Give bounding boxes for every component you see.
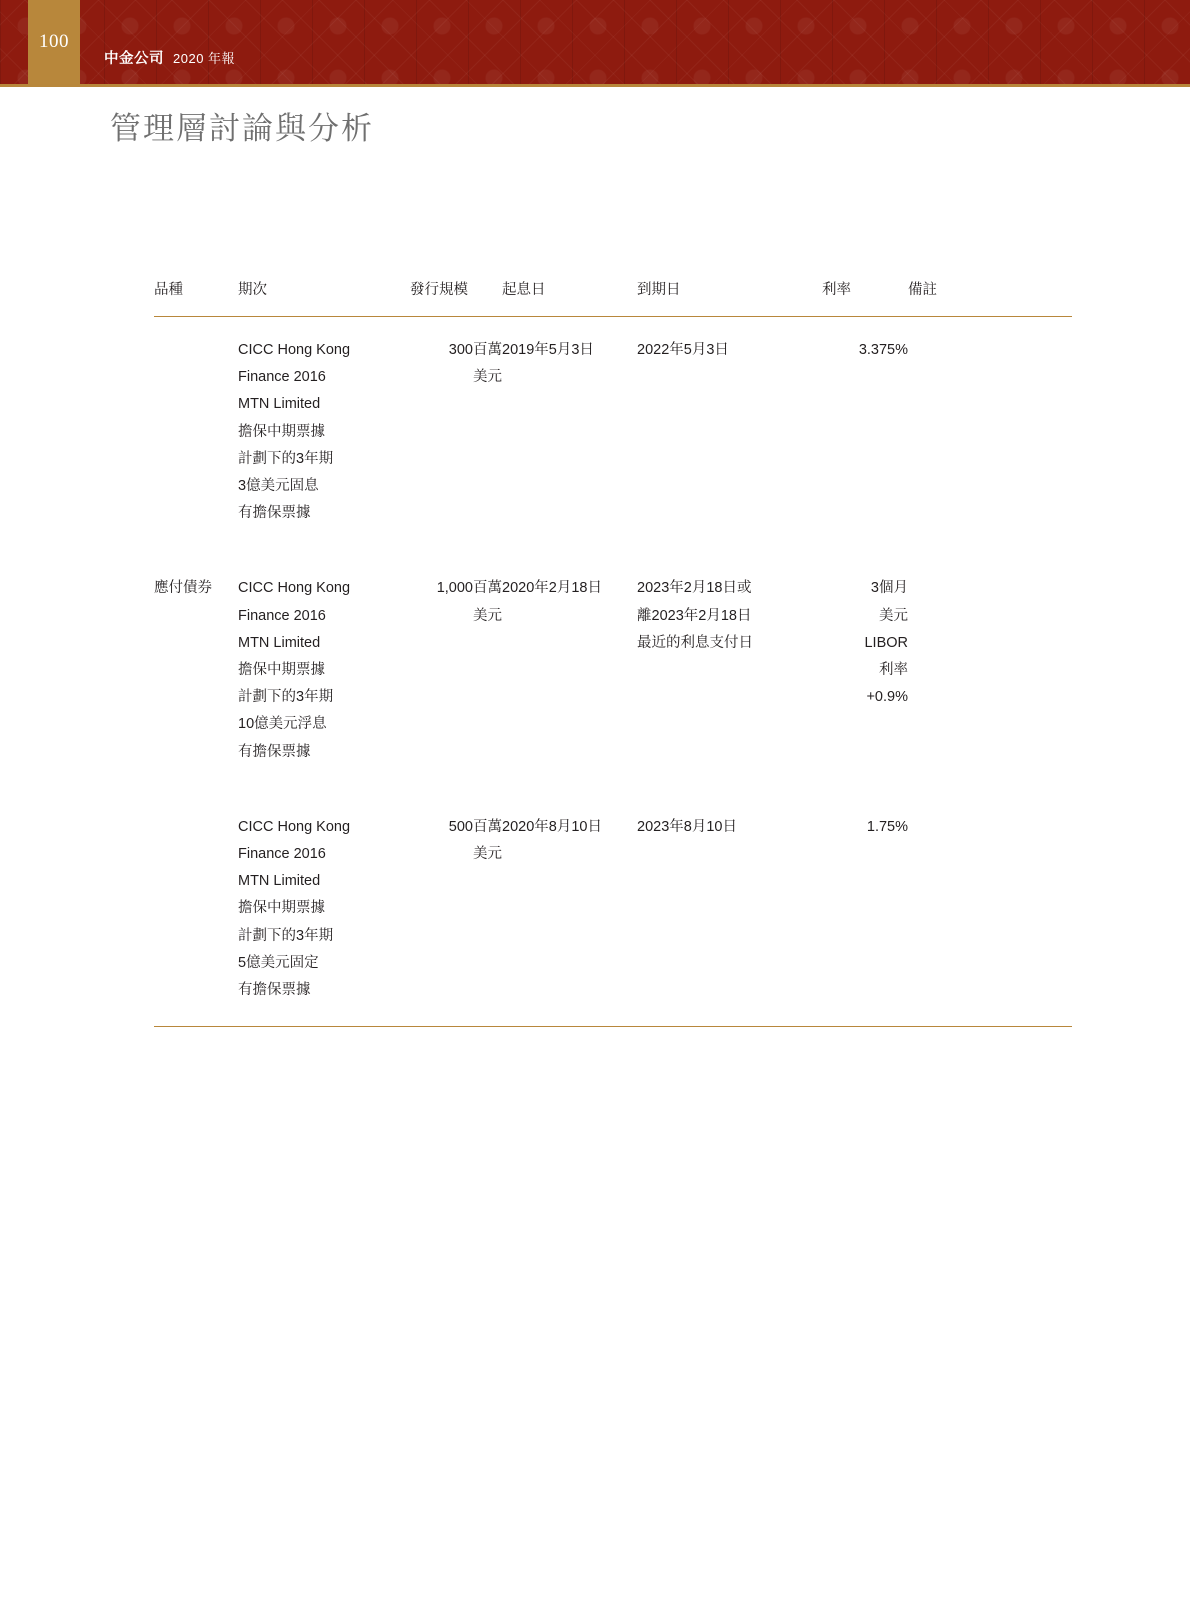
column-header-issue: 期次 xyxy=(238,278,410,317)
table-row xyxy=(154,794,1072,1027)
column-header-start: 起息日 xyxy=(502,278,637,317)
cell-maturity-date xyxy=(637,317,822,556)
issue-line: 擔保中期票據 xyxy=(238,423,325,440)
start-date-line: 2019年5月3日 xyxy=(502,342,594,358)
cell-issue xyxy=(238,555,410,793)
rate-line: +0.9% xyxy=(866,689,908,706)
page-header-bar xyxy=(0,0,1190,86)
maturity-date-line: 2023年2月18日或 xyxy=(637,580,752,597)
maturity-date-line: 2022年5月3日 xyxy=(637,342,729,358)
issue-line: 擔保中期票據 xyxy=(238,662,325,679)
header-gold-rule xyxy=(0,84,1190,87)
rate-line: 3個月 xyxy=(870,580,908,597)
issue-line: Finance 2016 xyxy=(238,607,326,624)
issue-line: 3億美元固息 xyxy=(238,478,319,495)
column-header-remark: 備註 xyxy=(908,278,1072,317)
column-header-kind: 品種 xyxy=(154,278,238,317)
maturity-date-line: 離2023年2月18日 xyxy=(637,607,752,624)
issue-line: 有擔保票據 xyxy=(238,743,311,760)
size-line: 500百萬 xyxy=(448,818,502,835)
cell-remark xyxy=(908,794,1072,1027)
header-running-title xyxy=(104,47,235,68)
cell-start-date xyxy=(502,555,637,793)
issue-line: Finance 2016 xyxy=(238,846,326,863)
issue-line: 計劃下的3年期 xyxy=(238,450,334,467)
cell-maturity-date xyxy=(637,555,822,793)
bond-table xyxy=(154,278,1072,1027)
table-body xyxy=(154,317,1072,1027)
cell-size xyxy=(410,794,502,1027)
cell-kind: 應付債券 xyxy=(154,580,212,597)
maturity-date-line: 2023年8月10日 xyxy=(637,818,737,835)
issue-line: 計劃下的3年期 xyxy=(238,927,334,944)
issue-line: 計劃下的3年期 xyxy=(238,689,334,706)
issue-line: CICC Hong Kong xyxy=(238,342,351,358)
cell-remark xyxy=(908,317,1072,556)
maturity-date-line: 最近的利息支付日 xyxy=(637,634,753,651)
size-line: 美元 xyxy=(473,369,502,386)
table-header-row xyxy=(154,278,1072,317)
bond-table-container xyxy=(154,278,1072,1027)
issue-line: 5億美元固定 xyxy=(238,954,319,971)
cell-kind-empty xyxy=(154,317,238,556)
cell-maturity-date xyxy=(637,794,822,1027)
cell-rate xyxy=(822,794,908,1027)
issue-line: MTN Limited xyxy=(238,396,321,413)
size-line: 1,000百萬 xyxy=(436,580,502,597)
cell-rate xyxy=(822,555,908,793)
issue-line: CICC Hong Kong xyxy=(238,580,351,597)
issue-line: 擔保中期票據 xyxy=(238,900,325,917)
page-title: 管理層討論與分析 xyxy=(110,111,374,146)
header-decorative-pattern xyxy=(0,0,1190,86)
page-number: 100 xyxy=(28,0,80,84)
rate-line: 利率 xyxy=(879,662,908,679)
header-report-year: 2020 年報 xyxy=(173,51,236,66)
cell-start-date xyxy=(502,794,637,1027)
header-company-name: 中金公司 xyxy=(104,51,164,67)
issue-line: 有擔保票據 xyxy=(238,982,311,999)
table-row xyxy=(154,555,1072,793)
cell-issue xyxy=(238,317,410,556)
issue-line: 10億美元浮息 xyxy=(238,716,327,733)
rate-line: 美元 xyxy=(879,607,908,624)
cell-start-date xyxy=(502,317,637,556)
table-head xyxy=(154,278,1072,317)
issue-line: CICC Hong Kong xyxy=(238,818,351,835)
rate-line: 3.375% xyxy=(858,342,908,358)
column-header-rate: 利率 xyxy=(822,278,908,317)
cell-size xyxy=(410,555,502,793)
table-row xyxy=(154,317,1072,556)
start-date-line: 2020年2月18日 xyxy=(502,580,602,597)
rate-line: 1.75% xyxy=(866,818,908,835)
issue-line: Finance 2016 xyxy=(238,369,326,386)
cell-rate xyxy=(822,317,908,556)
rate-line: LIBOR xyxy=(864,634,908,651)
cell-size xyxy=(410,317,502,556)
cell-issue xyxy=(238,794,410,1027)
issue-line: 有擔保票據 xyxy=(238,505,311,522)
cell-kind-empty xyxy=(154,794,238,1027)
start-date-line: 2020年8月10日 xyxy=(502,818,602,835)
cell-remark xyxy=(908,555,1072,793)
issue-line: MTN Limited xyxy=(238,634,321,651)
size-line: 美元 xyxy=(473,607,502,624)
column-header-size: 發行規模 xyxy=(410,278,502,317)
column-header-maturity: 到期日 xyxy=(637,278,822,317)
issue-line: MTN Limited xyxy=(238,873,321,890)
size-line: 300百萬 xyxy=(448,342,502,358)
size-line: 美元 xyxy=(473,846,502,863)
